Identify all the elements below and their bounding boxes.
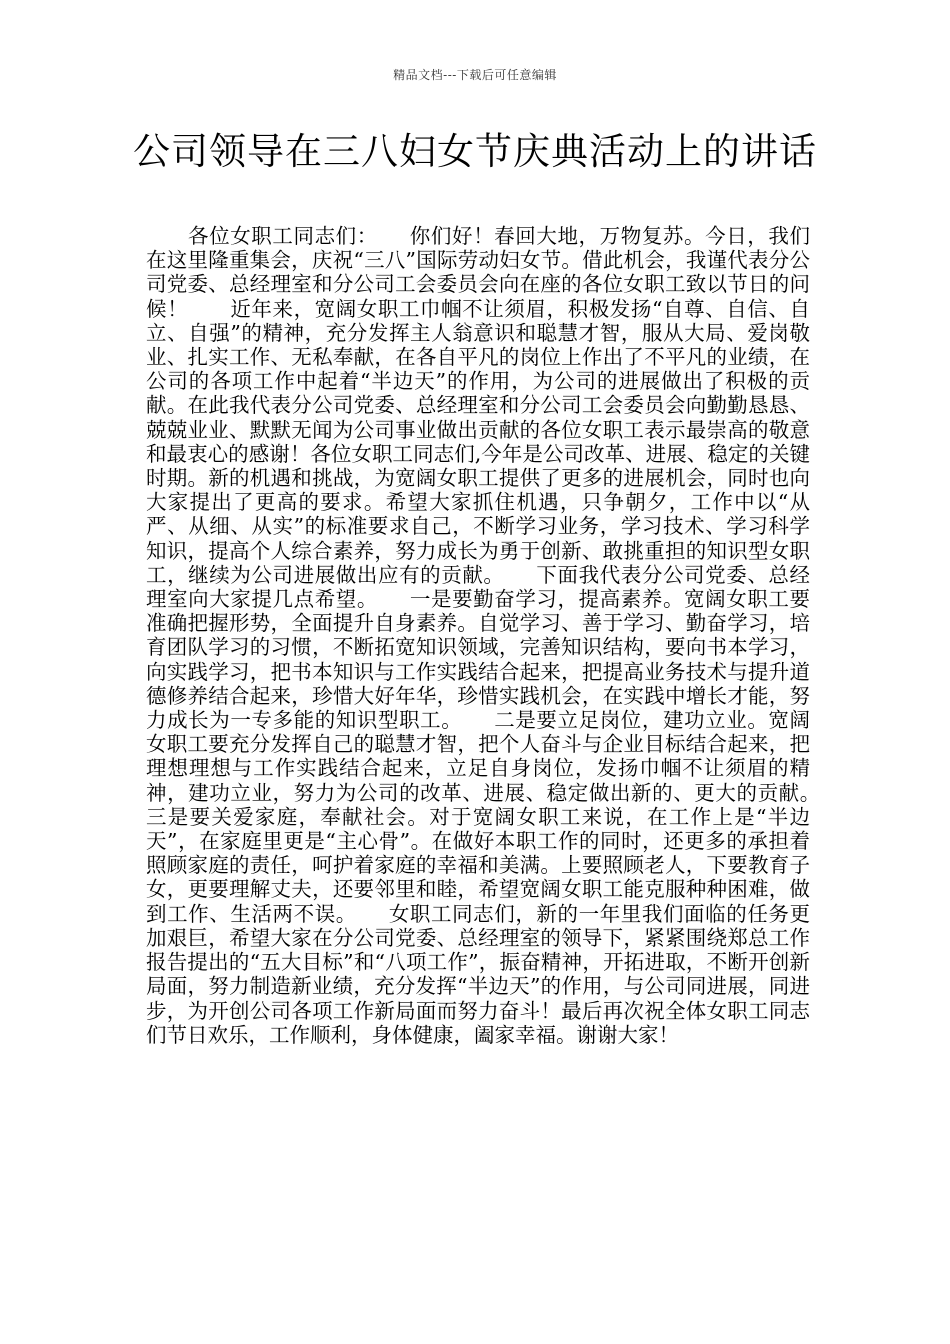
document-body [146, 224, 851, 1047]
header-note: 精品文档---下载后可任意编辑 [393, 68, 557, 82]
document-title: 公司领导在三八妇女节庆典活动上的讲话 [133, 130, 817, 173]
body-paragraph: 各位女职工同志们： 你们好！春回大地，万物复苏。今日，我们在这里隆重集会，庆祝“三八”国际劳动妇女节。借此机会，我谨代表分公司党委、总经理室和分公司工会委员会向在座的各位女职工致以节日的问候！ 近年来，宽阔女职工巾帼不让须眉，积极发扬“自尊、自信、自立、自强”的精神，充分发挥主人翁意识和聪慧才智，服从大局、爱岗敬业、扎实工作、无私奉献，在各自平凡的岗位上作出了不平凡的业绩，在公司的各项工作中起着“半边天”的作用，为公司的进展做出了积极的贡献。在此我代表分公司党委、总经理室和分公司工会委员会向勤勤恳恳、兢兢业业、默默无闻为公司事业做出贡献的各位女职工表示最崇高的敬意和最衷心的感谢！各位女职工同志们,今年是公司改革、进展、稳定的关键时期。新的机遇和挑战，为宽阔女职工提供了更多的进展机会，同时也向大家提出了更高的要求。希望大家抓住机遇，只争朝夕，工作中以“从严、从细、从实”的标准要求自己，不断学习业务，学习技术、学习科学知识，提高个人综合素养，努力成长为勇于创新、敢挑重担的知识型女职工，继续为公司进展做出应有的贡献。 下面我代表分公司党委、总经理室向大家提几点希望。 一是要勤奋学习，提高素养。宽阔女职工要准确把握形势，全面提升自身素养。自觉学习、善于学习、勤奋学习，培育团队学习的习惯，不断拓宽知识领域，完善知识结构，要向书本学习，向实践学习，把书本知识与工作实践结合起来，把提高业务技术与提升道德修养结合起来，珍惜大好年华，珍惜实践机会，在实践中增长才能，努力成长为一专多能的知识型职工。 二是要立足岗位，建功立业。宽阔女职工要充分发挥自己的聪慧才智，把个人奋斗与企业目标结合起来，把理想理想与工作实践结合起来，立足自身岗位，发扬巾帼不让须眉的精神，建功立业，努力为公司的改革、进展、稳定做出新的、更大的贡献。 三是要关爱家庭，奉献社会。对于宽阔女职工来说，在工作上是“半边天”，在家庭里更是“主心骨”。在做好本职工作的同时，还更多的承担着照顾家庭的责任，呵护着家庭的幸福和美满。上要照顾老人，下要教育子女，更要理解丈夫，还要邻里和睦，希望宽阔女职工能克服种种困难，做到工作、生活两不误。 女职工同志们，新的一年里我们面临的任务更加艰巨，希望大家在分公司党委、总经理室的领导下，紧紧围绕郑总工作报告提出的“五大目标”和“八项工作”，振奋精神，开拓进取，不断开创新局面，努力制造新业绩，充分发挥“半边天”的作用，与公司同进展，同进步，为开创公司各项工作新局面而努力奋斗！最后再次祝全体女职工同志们节日欢乐，工作顺利，身体健康，阖家幸福。谢谢大家！ [146, 224, 851, 1047]
